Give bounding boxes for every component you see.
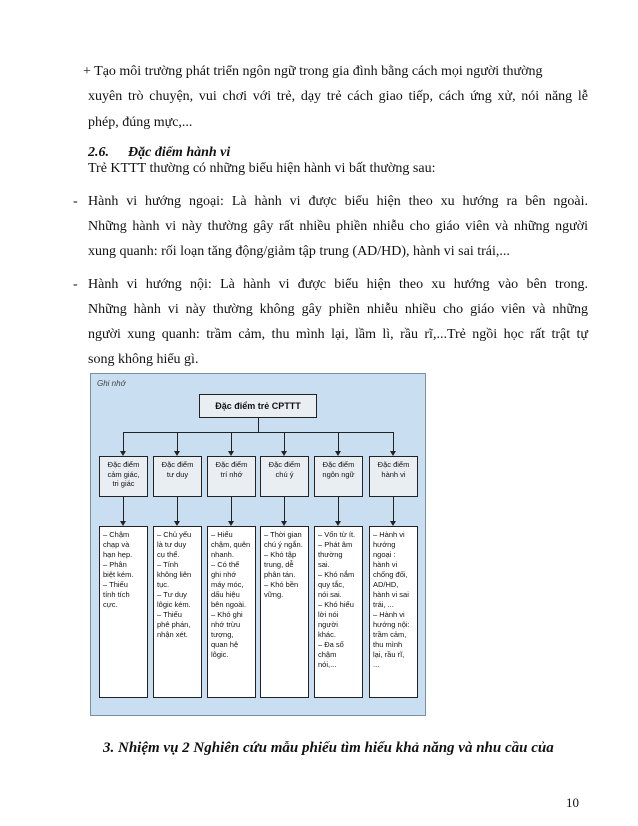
diagram-root-box: Đặc điểm trẻ CPTTT <box>199 394 317 418</box>
category-connector <box>284 432 285 451</box>
detail-box: – Vốn từ ít. – Phát âm thường sai. – Khó nắm quy tắc, nói sai. – Khó hiểu lời nói người khác. – Đa số chậm nói,... <box>314 526 363 698</box>
inward-line1: Hành vi hướng nội: Là hành vi được biểu hiện theo xu hướng vào bên trong. <box>88 277 588 292</box>
category-connector <box>177 432 178 451</box>
detail-connector <box>231 497 232 521</box>
behavior-diagram <box>90 373 426 716</box>
detail-connector <box>393 497 394 521</box>
outward-line3: xung quanh: rối loạn tăng động/giảm tập trung (AD/HD), hành vi sai trái,... <box>88 244 510 259</box>
branch-line <box>123 432 394 433</box>
detail-connector <box>177 497 178 521</box>
category-box: Đặc điểm ngôn ngữ <box>314 456 363 497</box>
section-intro: Trẻ KTTT thường có những biểu hiện hành vi bất thường sau: <box>88 161 436 176</box>
category-box: Đặc điểm hành vi <box>369 456 418 497</box>
inward-line2: Những hành vi này thường không gây phiền nhiễu nhiều cho giáo viên và những <box>88 302 588 317</box>
para1-line1 <box>83 64 588 80</box>
category-connector <box>123 432 124 451</box>
section-heading <box>88 145 230 161</box>
detail-connector <box>284 497 285 521</box>
section-title: Đặc điểm hành vi <box>128 145 231 160</box>
detail-box: – Thời gian chú ý ngắn. – Khó tập trung, dễ phân tán. – Khó bền vững. <box>260 526 309 698</box>
next-section-heading: 3. Nhiệm vụ 2 Nghiên cứu mẫu phiếu tìm hiểu khả năng và nhu cầu của <box>103 740 554 756</box>
detail-box: – Chậm chạp và hạn hẹp. – Phân biệt kém. – Thiếu tính tích cực. <box>99 526 148 698</box>
detail-connector <box>123 497 124 521</box>
detail-box: – Chủ yếu là tư duy cụ thể. – Tính không liên tục. – Tư duy lôgic kém. – Thiếu phê phán, nhận xét. <box>153 526 202 698</box>
para1-line2: xuyên trò chuyện, vui chơi với trẻ, dạy trẻ cách giao tiếp, cách ứng xử, nói năng lễ <box>88 89 588 104</box>
page-number: 10 <box>566 795 579 810</box>
category-connector <box>393 432 394 451</box>
detail-box: – Hiểu chậm, quên nhanh. – Có thể ghi nhớ máy móc, dấu hiệu bên ngoài. – Khó ghi nhớ trừu tượng, quan hệ lôgic. <box>207 526 256 698</box>
detail-connector <box>338 497 339 521</box>
inward-bullet: - <box>73 277 78 292</box>
category-box: Đặc điểm tư duy <box>153 456 202 497</box>
category-connector <box>231 432 232 451</box>
outward-line1: Hành vi hướng ngoại: Là hành vi được biểu hiện theo xu hướng ra bên ngoài. <box>88 194 588 209</box>
detail-box: – Hành vi hướng ngoại : hành vi chống đối, AD/HD, hành vi sai trái, ... – Hành vi hướng nội: trầm cảm, thu mình lại, rầu rĩ, ... <box>369 526 418 698</box>
category-box: Đặc điểm chú ý <box>260 456 309 497</box>
para1-line3: phép, đúng mực,... <box>88 115 193 130</box>
diagram-note: Ghi nhớ <box>97 379 126 388</box>
inward-line4: song không hiểu gì. <box>88 352 199 367</box>
section-number: 2.6. <box>88 145 109 160</box>
outward-line2: Những hành vi này thường gây rất nhiều phiền nhiễu cho giáo viên và những người <box>88 219 588 234</box>
category-box: Đặc điểm trí nhớ <box>207 456 256 497</box>
outward-bullet: - <box>73 194 78 209</box>
root-connector <box>258 418 259 432</box>
para1-line1-text: + Tạo môi trường phát triển ngôn ngữ trong gia đình bằng cách mọi người thường <box>83 64 543 79</box>
inward-line3: người xung quanh: trầm cảm, thu mình lại, lầm lì, rầu rĩ,...Trẻ ngồi học rất trật tự <box>88 327 588 342</box>
category-box: Đặc điểm cảm giác, tri giác <box>99 456 148 497</box>
category-connector <box>338 432 339 451</box>
